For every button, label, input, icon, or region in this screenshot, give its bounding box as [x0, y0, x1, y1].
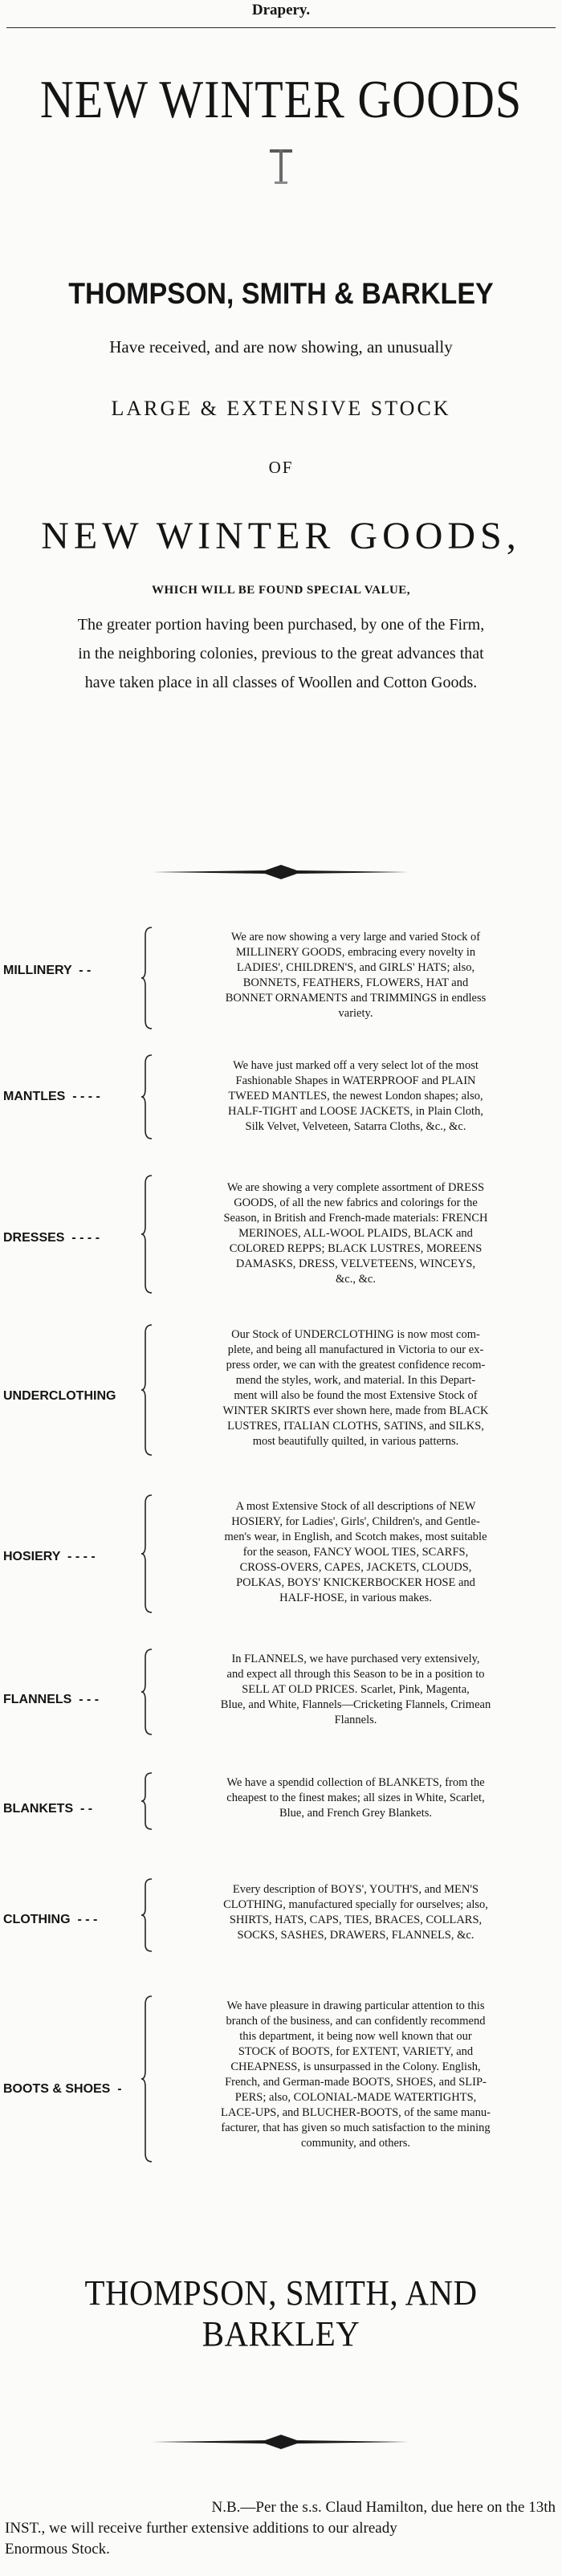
desc-line: men's wear, in English, and Scotch makes, most suitable: [224, 1531, 487, 1543]
intro-paragraph: [0, 610, 562, 697]
intro-line: in the neighboring colonies, previous to the great advances that: [78, 645, 484, 662]
desc-line: A most Extensive Stock of all descriptions of NEW: [235, 1500, 476, 1513]
desc-line: Fashionable Shapes in WATERPROOF and PLAIN: [235, 1074, 476, 1087]
desc-line: WINTER SKIRTS ever shown here, made from BLACK: [222, 1404, 489, 1417]
leader-dashes: - -: [76, 1802, 93, 1816]
desc-line: We have just marked off a very select lot of the most: [233, 1059, 479, 1072]
category-description-millinery: [157, 930, 554, 1021]
category-label-dresses: [3, 1231, 144, 1245]
leader-dashes: - - - -: [67, 1231, 100, 1245]
desc-line: STOCK of BOOTS, for EXTENT, VARIETY, and: [238, 2045, 474, 2058]
footer-firm-name: THOMPSON, SMITH, AND BARKLEY: [84, 2273, 478, 2354]
brace-icon: [140, 1771, 153, 1831]
category-label-flannels: [3, 1693, 144, 1707]
category-name: MANTLES: [3, 1090, 66, 1103]
intro-line: have taken place in all classes of Woollen and Cotton Goods.: [84, 674, 478, 691]
category-description-blankets: [157, 1775, 554, 1821]
headline-2: NEW WINTER GOODS,: [41, 515, 521, 557]
desc-line: LUSTRES, ITALIAN CLOTHS, SATINS, and SILKS,: [227, 1420, 484, 1433]
nb-line: N.B.—Per the s.s. Claud Hamilton, due here on the 13th: [211, 2499, 556, 2516]
desc-line: DAMASKS, DRESS, VELVETEENS, WINCEYS,: [235, 1257, 476, 1270]
category-label-underclothing: [3, 1389, 144, 1404]
desc-line: this department, it being now well known that our: [239, 2030, 472, 2043]
category-label-blankets: [3, 1802, 144, 1816]
category-description-clothing: [157, 1882, 554, 1943]
brace-icon: [140, 1648, 153, 1736]
brace-icon: [140, 926, 153, 1030]
desc-line: MERINOES, ALL-WOOL PLAIDS, BLACK and: [238, 1227, 473, 1240]
leader-dashes: -: [113, 2082, 122, 2096]
desc-line: for the season, FANCY WOOL TIES, SCARFS,: [242, 1546, 469, 1559]
category-name: BLANKETS: [3, 1802, 74, 1816]
desc-line: SELL AT OLD PRICES. Scarlet, Pink, Magenta,: [242, 1683, 470, 1696]
desc-line: Blue, and White, Flannels—Cricketing Flannels, Crimean: [220, 1698, 491, 1711]
desc-line: CROSS-OVERS, CAPES, JACKETS, CLOUDS,: [239, 1561, 472, 1574]
desc-line: We have pleasure in drawing particular attention to this: [226, 1999, 485, 2012]
headline: NEW WINTER GOODS: [39, 69, 523, 129]
desc-line: We are now showing a very large and varied Stock of: [230, 931, 481, 944]
desc-line: HOSIERY, for Ladies', Girls', Children's, and Gentle-: [231, 1515, 480, 1528]
intro-line: The greater portion having been purchased, by one of the Firm,: [77, 616, 485, 634]
desc-line: Every description of BOYS', YOUTH'S, and MEN'S: [232, 1883, 479, 1896]
large-stock-line: LARGE & EXTENSIVE STOCK: [111, 397, 451, 420]
desc-line: SHIRTS, HATS, CAPS, TIES, BRACES, COLLARS,: [229, 1914, 483, 1926]
desc-line: Our Stock of UNDERCLOTHING is now most com-: [231, 1328, 480, 1341]
brace-icon: [140, 1995, 153, 2163]
special-value-line: WHICH WILL BE FOUND SPECIAL VALUE,: [151, 584, 411, 597]
category-label-millinery: [3, 964, 144, 978]
desc-line: MILLINERY GOODS, embracing every novelty in: [235, 946, 476, 959]
leader-dashes: - -: [75, 964, 92, 977]
desc-line: Blue, and French Grey Blankets.: [279, 1807, 433, 1820]
desc-line: &c., &c.: [336, 1273, 376, 1286]
desc-line: facturer, that has given so much satisfaction to the mining: [221, 2122, 491, 2134]
ornament-mark: [265, 143, 297, 191]
desc-line: CHEAPNESS, is unsurpassed in the Colony. English,: [230, 2060, 481, 2073]
firm-name: THOMPSON, SMITH & BARKLEY: [68, 277, 494, 310]
brace-icon: [140, 1054, 153, 1140]
leader-dashes: - - - -: [68, 1090, 100, 1103]
category-name: UNDERCLOTHING: [3, 1389, 116, 1403]
desc-line: SOCKS, SASHES, DRAWERS, FLANNELS, &c.: [237, 1929, 474, 1942]
category-description-underclothing: [157, 1327, 554, 1449]
category-name: FLANNELS: [3, 1693, 72, 1706]
desc-line: We have a spendid collection of BLANKETS, from the: [226, 1776, 485, 1789]
desc-line: most beautifully quilted, in various patterns.: [252, 1435, 459, 1448]
desc-line: TWEED MANTLES, the newest London shapes; also,: [228, 1090, 483, 1103]
desc-line: CLOTHING, manufactured specially for ourselves; also,: [223, 1898, 488, 1911]
brace-icon: [140, 1877, 153, 1953]
desc-line: We are showing a very complete assortment of DRESS: [226, 1181, 485, 1194]
category-label-hosiery: [3, 1550, 144, 1564]
desc-line: French, and German-made BOOTS, SHOES, and SLIP-: [225, 2076, 487, 2089]
ornamental-rule: [153, 863, 409, 881]
desc-line: cheapest to the finest makes; all sizes in White, Scarlet,: [226, 1791, 485, 1804]
desc-line: Flannels.: [334, 1714, 377, 1726]
desc-line: ment will also be found the most Extensive Stock of: [234, 1389, 478, 1402]
desc-line: HALF-TIGHT and LOOSE JACKETS, in Plain Cloth,: [228, 1105, 483, 1118]
received-line: Have received, and are now showing, an unusually: [109, 337, 453, 357]
category-label-clothing: [3, 1913, 144, 1927]
nb-note: [5, 2497, 556, 2560]
nb-line: Enormous Stock.: [5, 2541, 110, 2558]
ornamental-rule: [153, 2433, 409, 2451]
brace-icon: [140, 1323, 153, 1457]
leader-dashes: - - - -: [63, 1550, 96, 1563]
desc-line: HALF-HOSE, in various makes.: [279, 1592, 432, 1604]
category-description-flannels: [157, 1652, 554, 1728]
leader-dashes: - - -: [74, 1913, 98, 1926]
brace-icon: [140, 1494, 153, 1614]
desc-line: press order, we can with the greatest confidence recom-: [226, 1359, 486, 1372]
desc-line: mend the styles, work, and material. In this Depart-: [235, 1374, 476, 1387]
category-description-boots-shoes: [157, 1999, 554, 2151]
desc-line: COLORED REPPS; BLACK LUSTRES, MOREENS: [229, 1242, 483, 1255]
brace-icon: [140, 1174, 153, 1294]
desc-line: In FLANNELS, we have purchased very extensively,: [231, 1653, 480, 1665]
desc-line: PERS; also, COLONIAL-MADE WATERTIGHTS,: [234, 2091, 477, 2104]
category-name: CLOTHING: [3, 1913, 71, 1926]
leader-dashes: - - -: [75, 1693, 100, 1706]
category-name: HOSIERY: [3, 1550, 61, 1563]
category-label-mantles: [3, 1090, 144, 1104]
desc-line: community, and others.: [301, 2137, 410, 2150]
desc-line: LADIES', CHILDREN'S, and GIRLS' HATS; also,: [236, 961, 475, 974]
desc-line: variety.: [338, 1007, 373, 1020]
top-rule: [6, 27, 556, 28]
desc-line: POLKAS, BOYS' KNICKERBOCKER HOSE and: [236, 1576, 475, 1589]
desc-line: BONNETS, FEATHERS, FLOWERS, HAT and: [242, 976, 469, 989]
category-name: BOOTS & SHOES: [3, 2082, 111, 2096]
category-description-dresses: [157, 1180, 554, 1287]
desc-line: LACE-UPS, and BLUCHER-BOOTS, of the same manu-: [221, 2106, 491, 2119]
desc-line: GOODS, of all the new fabrics and colorings for the: [234, 1196, 478, 1209]
of-line: OF: [268, 458, 294, 477]
nb-line: INST., we will receive further extensive additions to our already: [5, 2520, 397, 2537]
desc-line: Silk Velvet, Velveteen, Satarra Cloths, &c., &c.: [245, 1120, 466, 1133]
category-description-hosiery: [157, 1499, 554, 1606]
category-name: DRESSES: [3, 1231, 65, 1245]
desc-line: plete, and being all manufactured in Victoria to our ex-: [227, 1343, 484, 1356]
desc-line: Season, in British and French-made materials: FRENCH: [223, 1212, 488, 1225]
section-label: Drapery.: [251, 2, 311, 18]
desc-line: and expect all through this Season to be in a position to: [226, 1668, 485, 1681]
desc-line: branch of the business, and can confidently recommend: [226, 2015, 486, 2028]
category-label-boots-shoes: [3, 2082, 144, 2097]
category-name: MILLINERY: [3, 964, 72, 977]
desc-line: BONNET ORNAMENTS and TRIMMINGS in endless: [225, 992, 487, 1005]
category-description-mantles: [157, 1058, 554, 1135]
